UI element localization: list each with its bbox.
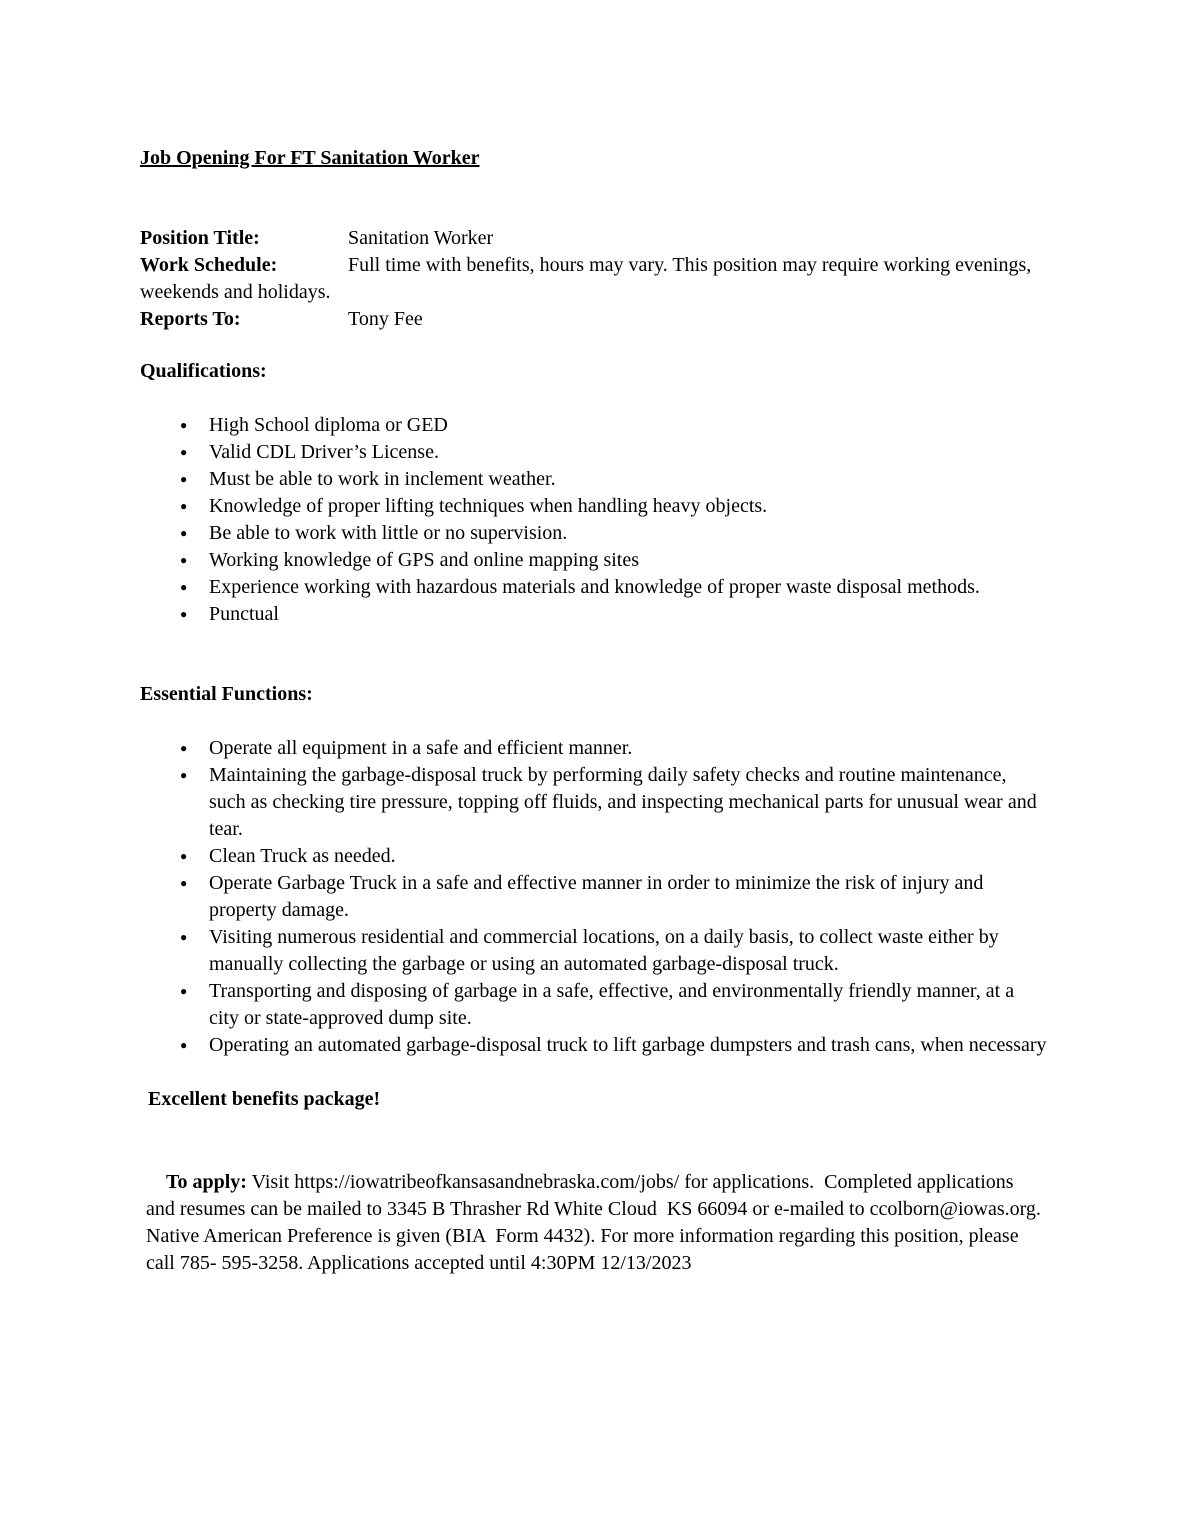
bullet-icon: ●	[180, 768, 188, 782]
list-item-text: Operate all equipment in a safe and efficient manner.	[209, 737, 633, 759]
list-item	[140, 601, 1047, 628]
bullet-icon: ●	[180, 553, 188, 567]
list-item	[140, 547, 1047, 574]
list-item	[140, 843, 1047, 870]
bullet-icon: ●	[180, 472, 188, 486]
list-item	[140, 870, 1047, 924]
list-item	[140, 466, 1047, 493]
position-title-row	[140, 225, 1047, 252]
reports-to-value: Tony Fee	[348, 308, 423, 330]
benefits-line: Excellent benefits package!	[148, 1088, 381, 1110]
list-item-text: Experience working with hazardous materials and knowledge of proper waste disposal methods.	[209, 576, 980, 598]
essential-functions-heading: Essential Functions:	[140, 683, 313, 705]
list-item	[140, 762, 1047, 843]
position-title-label: Position Title:	[140, 227, 260, 249]
to-apply-text: Visit https://iowatribeofkansasandnebraska.com/jobs/ for applications. Completed applications and resumes can be mailed to 3345 B Thrasher Rd White Cloud KS 66094 or e-mailed to ccolborn@iowas.org. Native American Preference is given (BIA Form 4432). For more information regarding this position, please call 785- 595-3258. Applications accepted until 4:30PM 12/13/2023	[146, 1171, 1046, 1274]
reports-to-row	[140, 306, 1047, 333]
bullet-icon: ●	[180, 849, 188, 863]
bullet-icon: ●	[180, 580, 188, 594]
list-item-text: Valid CDL Driver’s License.	[209, 441, 439, 463]
list-item-text: Transporting and disposing of garbage in a safe, effective, and environmentally friendly manner, at a city or state-approved dump site.	[209, 980, 1015, 1029]
reports-to-label: Reports To:	[140, 308, 241, 330]
bullet-icon: ●	[180, 1038, 188, 1052]
list-item-text: Operating an automated garbage-disposal truck to lift garbage dumpsters and trash cans, when necessary	[209, 1034, 1047, 1056]
to-apply-label: To apply:	[166, 1171, 247, 1193]
bullet-icon: ●	[180, 930, 188, 944]
position-info-block	[140, 225, 1047, 333]
list-item	[140, 735, 1047, 762]
list-item-text: Working knowledge of GPS and online mapping sites	[209, 549, 640, 571]
qualifications-heading: Qualifications:	[140, 360, 267, 382]
list-item	[140, 493, 1047, 520]
bullet-icon: ●	[180, 418, 188, 432]
list-item	[140, 439, 1047, 466]
bullet-icon: ●	[180, 526, 188, 540]
list-item-text: Maintaining the garbage-disposal truck by performing daily safety checks and routine maintenance, such as checking tire pressure, topping off fluids, and inspecting mechanical parts for unusual wear and tear.	[209, 764, 1037, 840]
work-schedule-value: Full time with benefits, hours may vary. This position may require working evenings, weekends and holidays.	[140, 254, 1032, 303]
apply-paragraph	[146, 1142, 1047, 1304]
bullet-icon: ●	[180, 607, 188, 621]
list-item	[140, 978, 1047, 1032]
page-title: Job Opening For FT Sanitation Worker	[140, 147, 480, 169]
list-item-text: Punctual	[209, 603, 279, 625]
work-schedule-label: Work Schedule:	[140, 254, 278, 276]
list-item	[140, 412, 1047, 439]
list-item-text: Clean Truck as needed.	[209, 845, 396, 867]
work-schedule-row	[140, 252, 1047, 306]
list-item-text: High School diploma or GED	[209, 414, 448, 436]
list-item	[140, 924, 1047, 978]
bullet-icon: ●	[180, 876, 188, 890]
bullet-icon: ●	[180, 984, 188, 998]
list-item-text: Visiting numerous residential and commercial locations, on a daily basis, to collect waste either by manually collecting the garbage or using an automated garbage-disposal truck.	[209, 926, 999, 975]
list-item	[140, 574, 1047, 601]
list-item	[140, 1032, 1047, 1059]
position-title-value: Sanitation Worker	[348, 227, 494, 249]
essential-functions-list	[140, 735, 1047, 1059]
bullet-icon: ●	[180, 741, 188, 755]
qualifications-list	[140, 412, 1047, 628]
list-item-text: Operate Garbage Truck in a safe and effective manner in order to minimize the risk of injury and property damage.	[209, 872, 984, 921]
bullet-icon: ●	[180, 445, 188, 459]
list-item-text: Be able to work with little or no supervision.	[209, 522, 568, 544]
list-item-text: Knowledge of proper lifting techniques when handling heavy objects.	[209, 495, 768, 517]
list-item	[140, 520, 1047, 547]
bullet-icon: ●	[180, 499, 188, 513]
list-item-text: Must be able to work in inclement weather.	[209, 468, 556, 490]
